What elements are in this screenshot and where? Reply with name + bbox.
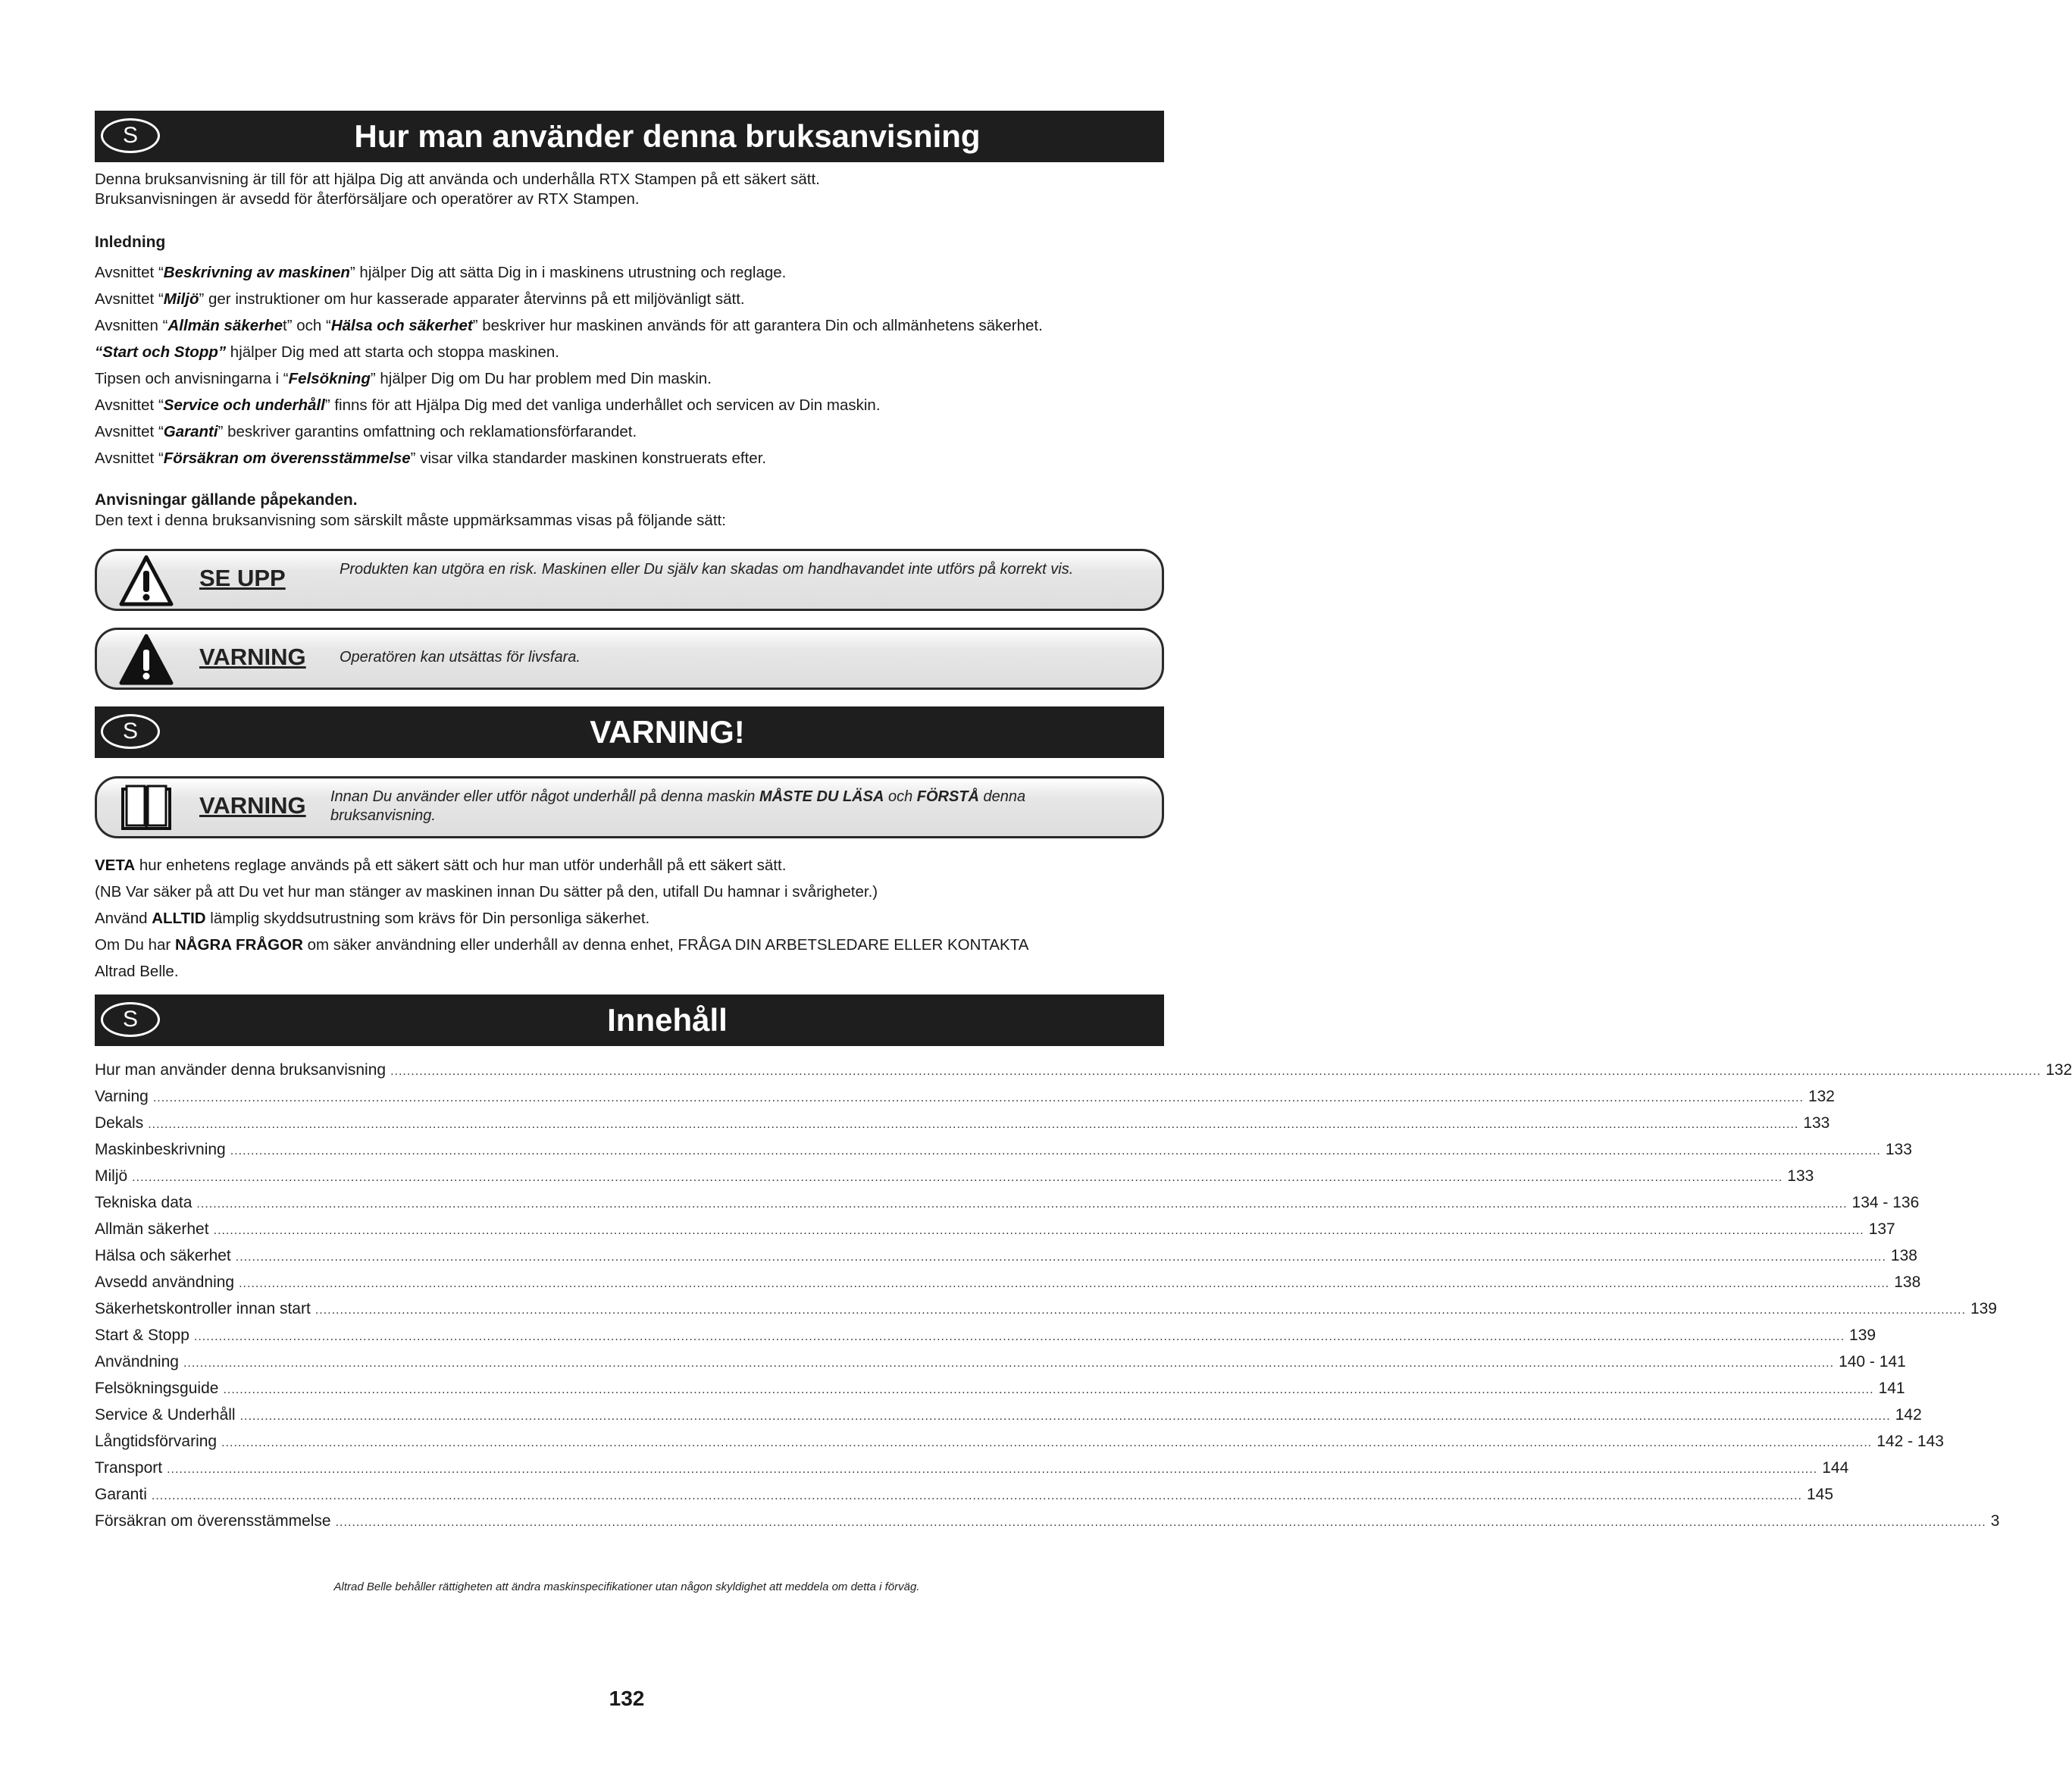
toc-leader-dots: ................................................................................................................................................................................................................................................................................................................................................................................................................	[239, 1410, 1891, 1423]
notice-caution	[95, 549, 1164, 611]
toc-entry[interactable]: Hälsa och säkerhet ................................................................................................................................................................................................................................................................................................................................................................................................................ 138	[95, 1247, 1917, 1264]
anvisningar-text: Den text i denna bruksanvisning som särskilt måste uppmärksammas visas på följande sätt:	[95, 512, 726, 529]
notice-label: SE UPP	[199, 565, 286, 591]
anvisningar-heading: Anvisningar gällande påpekanden.	[95, 491, 358, 509]
toc-entry[interactable]: Felsökningsguide ................................................................................................................................................................................................................................................................................................................................................................................................................ 141	[95, 1380, 1905, 1397]
language-badge: S	[101, 714, 160, 749]
toc-leader-dots: ................................................................................................................................................................................................................................................................................................................................................................................................................	[151, 1490, 1802, 1502]
toc-entry[interactable]: Långtidsförvaring ................................................................................................................................................................................................................................................................................................................................................................................................................ 142 - 143	[95, 1433, 1944, 1450]
inledning-line: Avsnittet “Miljö” ger instruktioner om hur kasserade apparater återvinns på ett miljövänligt sätt.	[95, 290, 745, 308]
toc-leader-dots: ................................................................................................................................................................................................................................................................................................................................................................................................................	[132, 1171, 1783, 1184]
toc-entry[interactable]: Säkerhetskontroller innan start ................................................................................................................................................................................................................................................................................................................................................................................................................ 139	[95, 1300, 1997, 1317]
toc-entry[interactable]: Varning ................................................................................................................................................................................................................................................................................................................................................................................................................ 132	[95, 1088, 1835, 1105]
inledning-line: Avsnittet “Försäkran om överensstämmelse” visar vilka standarder maskinen konstruerats efter.	[95, 450, 767, 467]
notice-label: VARNING	[199, 644, 306, 670]
inledning-heading: Inledning	[95, 233, 166, 251]
warning-line: (NB Var säker på att Du vet hur man stänger av maskinen innan Du sätter på den, utifall Du hamnar i svårigheter.)	[95, 883, 878, 901]
warning-line: Om Du har NÅGRA FRÅGOR om säker användning eller underhåll av denna enhet, FRÅGA DIN ARBETSLEDARE ELLER KONTAKTA	[95, 936, 1029, 954]
section-title: VARNING!	[590, 714, 745, 750]
toc-entry[interactable]: Användning ................................................................................................................................................................................................................................................................................................................................................................................................................ 140 - 141	[95, 1353, 1906, 1370]
toc-leader-dots: ................................................................................................................................................................................................................................................................................................................................................................................................................	[315, 1304, 1966, 1317]
toc-leader-dots: ................................................................................................................................................................................................................................................................................................................................................................................................................	[213, 1224, 1864, 1237]
caution-triangle-icon	[118, 554, 174, 607]
section-banner-contents	[95, 995, 1164, 1046]
notice-text: Operatören kan utsättas för livsfara.	[340, 649, 581, 666]
section-title: Innehåll	[607, 1002, 728, 1038]
inledning-line: Avsnittet “Beskrivning av maskinen” hjälper Dig att sätta Dig in i maskinens utrustning och reglage.	[95, 264, 787, 281]
toc-leader-dots: ................................................................................................................................................................................................................................................................................................................................................................................................................	[390, 1065, 2042, 1078]
notice-text: Produkten kan utgöra en risk. Maskinen eller Du själv kan skadas om handhavandet inte utförs på korrekt vis.	[340, 561, 1074, 578]
page-number: 132	[609, 1687, 645, 1710]
inledning-line: Avsnitten “Allmän säkerhet” och “Hälsa och säkerhet” beskriver hur maskinen används för att garantera Din och allmänhetens säkerhet.	[95, 317, 1043, 334]
notice-text: Innan Du använder eller utför något underhåll på denna maskin MÅSTE DU LÄSA och FÖRSTÅ denna bruksanvisning.	[330, 788, 1026, 824]
toc-leader-dots: ................................................................................................................................................................................................................................................................................................................................................................................................................	[196, 1198, 1848, 1211]
warning-triangle-icon	[118, 633, 174, 686]
intro-line: Denna bruksanvisning är till för att hjälpa Dig att använda och underhålla RTX Stampen på ett säkert sätt.	[95, 171, 820, 188]
warning-line: Använd ALLTID lämplig skyddsutrustning som krävs för Din personliga säkerhet.	[95, 910, 650, 927]
toc-leader-dots: ................................................................................................................................................................................................................................................................................................................................................................................................................	[239, 1277, 1890, 1290]
section-banner-warning	[95, 706, 1164, 758]
toc-leader-dots: ................................................................................................................................................................................................................................................................................................................................................................................................................	[221, 1436, 1873, 1449]
warning-line: VETA hur enhetens reglage används på ett säkert sätt och hur man utför underhåll på ett säkert sätt.	[95, 857, 787, 874]
toc-entry[interactable]: Allmän säkerhet ................................................................................................................................................................................................................................................................................................................................................................................................................ 137	[95, 1220, 1895, 1238]
intro-line: Bruksanvisningen är avsedd för återförsäljare och operatörer av RTX Stampen.	[95, 190, 640, 208]
toc-entry[interactable]: Service & Underhåll ................................................................................................................................................................................................................................................................................................................................................................................................................ 142	[95, 1406, 1922, 1424]
toc-leader-dots: ................................................................................................................................................................................................................................................................................................................................................................................................................	[167, 1463, 1818, 1476]
toc-entry[interactable]: Tekniska data ................................................................................................................................................................................................................................................................................................................................................................................................................ 134 - 136	[95, 1194, 1920, 1211]
language-badge: S	[101, 118, 160, 153]
toc-entry[interactable]: Start & Stopp ................................................................................................................................................................................................................................................................................................................................................................................................................ 139	[95, 1327, 1876, 1344]
footer-disclaimer: Altrad Belle behåller rättigheten att ändra maskinspecifikationer utan någon skyldighet att meddela om detta i förväg.	[333, 1580, 920, 1593]
section-banner-howto	[95, 111, 1164, 162]
toc-entry[interactable]: Dekals ................................................................................................................................................................................................................................................................................................................................................................................................................ 133	[95, 1114, 1830, 1132]
toc-entry[interactable]: Avsedd användning ................................................................................................................................................................................................................................................................................................................................................................................................................ 138	[95, 1273, 1921, 1291]
toc-entry[interactable]: Garanti ................................................................................................................................................................................................................................................................................................................................................................................................................ 145	[95, 1486, 1834, 1503]
toc-entry[interactable]: Försäkran om överensstämmelse ................................................................................................................................................................................................................................................................................................................................................................................................................ 3	[95, 1512, 2000, 1530]
inledning-line: Avsnittet “Service och underhåll” finns för att Hjälpa Dig med det vanliga underhållet och servicen av Din maskin.	[95, 396, 881, 414]
toc-leader-dots: ................................................................................................................................................................................................................................................................................................................................................................................................................	[193, 1330, 1845, 1343]
inledning-line: Avsnittet “Garanti” beskriver garantins omfattning och reklamationsförfarandet.	[95, 423, 637, 440]
section-title: Hur man använder denna bruksanvisning	[354, 118, 981, 154]
toc-entry[interactable]: Transport ................................................................................................................................................................................................................................................................................................................................................................................................................ 144	[95, 1459, 1849, 1477]
toc-leader-dots: ................................................................................................................................................................................................................................................................................................................................................................................................................	[230, 1145, 1881, 1157]
warning-body	[95, 852, 1028, 985]
intro-paragraph	[95, 170, 820, 209]
notice-danger	[95, 628, 1164, 690]
toc-leader-dots: ................................................................................................................................................................................................................................................................................................................................................................................................................	[223, 1383, 1874, 1396]
inledning-list	[95, 259, 1043, 471]
toc-leader-dots: ................................................................................................................................................................................................................................................................................................................................................................................................................	[183, 1357, 1835, 1370]
notice-label: VARNING	[199, 792, 306, 819]
read-manual-book-icon	[118, 782, 174, 835]
toc-leader-dots: ................................................................................................................................................................................................................................................................................................................................................................................................................	[235, 1251, 1886, 1264]
toc-leader-dots: ................................................................................................................................................................................................................................................................................................................................................................................................................	[152, 1092, 1804, 1104]
inledning-line: “Start och Stopp” hjälper Dig med att starta och stoppa maskinen.	[95, 343, 559, 361]
toc-leader-dots: ................................................................................................................................................................................................................................................................................................................................................................................................................	[148, 1118, 1799, 1131]
inledning-line: Tipsen och anvisningarna i “Felsökning” hjälper Dig om Du har problem med Din maskin.	[95, 370, 712, 387]
notice-read-manual	[95, 776, 1164, 838]
toc-entry[interactable]: Hur man använder denna bruksanvisning ................................................................................................................................................................................................................................................................................................................................................................................................................ 132	[95, 1061, 2072, 1079]
language-badge: S	[101, 1002, 160, 1037]
toc-entry[interactable]: Maskinbeskrivning ................................................................................................................................................................................................................................................................................................................................................................................................................ 133	[95, 1141, 1912, 1158]
warning-line: Altrad Belle.	[95, 963, 179, 980]
toc-leader-dots: ................................................................................................................................................................................................................................................................................................................................................................................................................	[335, 1516, 1986, 1529]
toc-entry[interactable]: Miljö ................................................................................................................................................................................................................................................................................................................................................................................................................ 133	[95, 1167, 1814, 1185]
